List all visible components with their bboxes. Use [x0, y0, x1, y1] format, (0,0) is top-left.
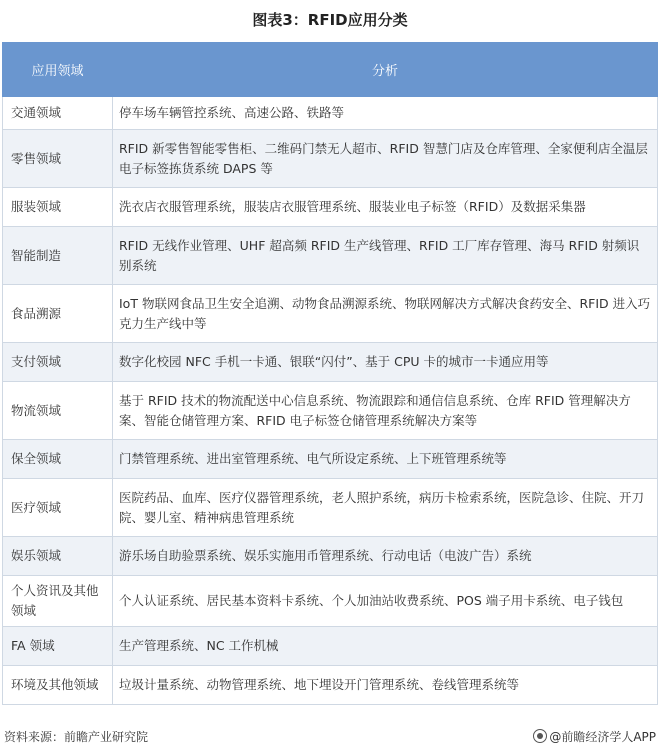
row-analysis: 医院药品、血库、医疗仪器管理系统，老人照护系统，病历卡检索系统，医院急诊、住院、开刀院、婴儿室、精神病患管理系统 — [113, 479, 658, 537]
header-analysis: 分析 — [113, 43, 658, 97]
row-analysis: 垃圾计量系统、动物管理系统、地下埋设开门管理系统、卷线管理系统等 — [113, 666, 658, 705]
row-analysis: 个人认证系统、居民基本资料卡系统、个人加油站收费系统、POS 端子用卡系统、电子钱包 — [113, 576, 658, 627]
table-row — [3, 285, 658, 343]
table-row — [3, 97, 658, 130]
table-row — [3, 130, 658, 188]
row-domain: 个人资讯及其他领域 — [3, 576, 113, 627]
figure-title: 图表3：RFID应用分类 — [252, 11, 408, 29]
table-row — [3, 343, 658, 382]
brand-logo-icon — [533, 729, 547, 743]
row-domain: 环境及其他领域 — [3, 666, 113, 705]
table-header-row — [3, 43, 658, 97]
row-domain: 医疗领域 — [3, 479, 113, 537]
row-analysis: RFID 新零售智能零售柜、二维码门禁无人超市、RFID 智慧门店及仓库管理、全家便利店全温层电子标签拣货系统 DAPS 等 — [113, 130, 658, 188]
row-analysis: IoT 物联网食品卫生安全追溯、动物食品溯源系统、物联网解决方式解决食药安全、RFID 进入巧克力生产线中等 — [113, 285, 658, 343]
row-analysis: 洗衣店衣服管理系统，服装店衣服管理系统、服装业电子标签（RFID）及数据采集器 — [113, 188, 658, 227]
row-domain: 食品溯源 — [3, 285, 113, 343]
row-analysis: 数字化校园 NFC 手机一卡通、银联“闪付”、基于 CPU 卡的城市一卡通应用等 — [113, 343, 658, 382]
row-analysis: 门禁管理系统、进出室管理系统、电气所设定系统、上下班管理系统等 — [113, 440, 658, 479]
table-row — [3, 440, 658, 479]
row-domain: 支付领域 — [3, 343, 113, 382]
source-note: 资料来源：前瞻产业研究院 — [4, 730, 149, 744]
rfid-application-table — [2, 42, 658, 705]
table-row — [3, 227, 658, 285]
table-row — [3, 627, 658, 666]
row-analysis: 生产管理系统、NC 工作机械 — [113, 627, 658, 666]
row-analysis: 停车场车辆管控系统、高速公路、铁路等 — [113, 97, 658, 130]
header-domain: 应用领域 — [3, 43, 113, 97]
row-domain: 保全领域 — [3, 440, 113, 479]
row-domain: 智能制造 — [3, 227, 113, 285]
row-domain: 物流领域 — [3, 382, 113, 440]
row-analysis: 基于 RFID 技术的物流配送中心信息系统、物流跟踪和通信信息系统、仓库 RFID 管理解决方案、智能仓储管理方案、RFID 电子标签仓储管理系统解决方案等 — [113, 382, 658, 440]
table-row — [3, 666, 658, 705]
table-row — [3, 537, 658, 576]
table-row — [3, 576, 658, 627]
row-domain: FA 领域 — [3, 627, 113, 666]
row-domain: 服装领域 — [3, 188, 113, 227]
row-domain: 交通领域 — [3, 97, 113, 130]
table-row — [3, 188, 658, 227]
table-row — [3, 382, 658, 440]
table-row — [3, 479, 658, 537]
row-analysis: 游乐场自助验票系统、娱乐实施用币管理系统、行动电话（电波广告）系统 — [113, 537, 658, 576]
rfid-application-table-container — [2, 42, 658, 705]
credit-text: @前瞻经济学人APP — [549, 730, 656, 744]
row-analysis: RFID 无线作业管理、UHF 超高频 RFID 生产线管理、RFID 工厂库存管理、海马 RFID 射频识别系统 — [113, 227, 658, 285]
row-domain: 娱乐领域 — [3, 537, 113, 576]
row-domain: 零售领域 — [3, 130, 113, 188]
credit — [533, 728, 656, 745]
